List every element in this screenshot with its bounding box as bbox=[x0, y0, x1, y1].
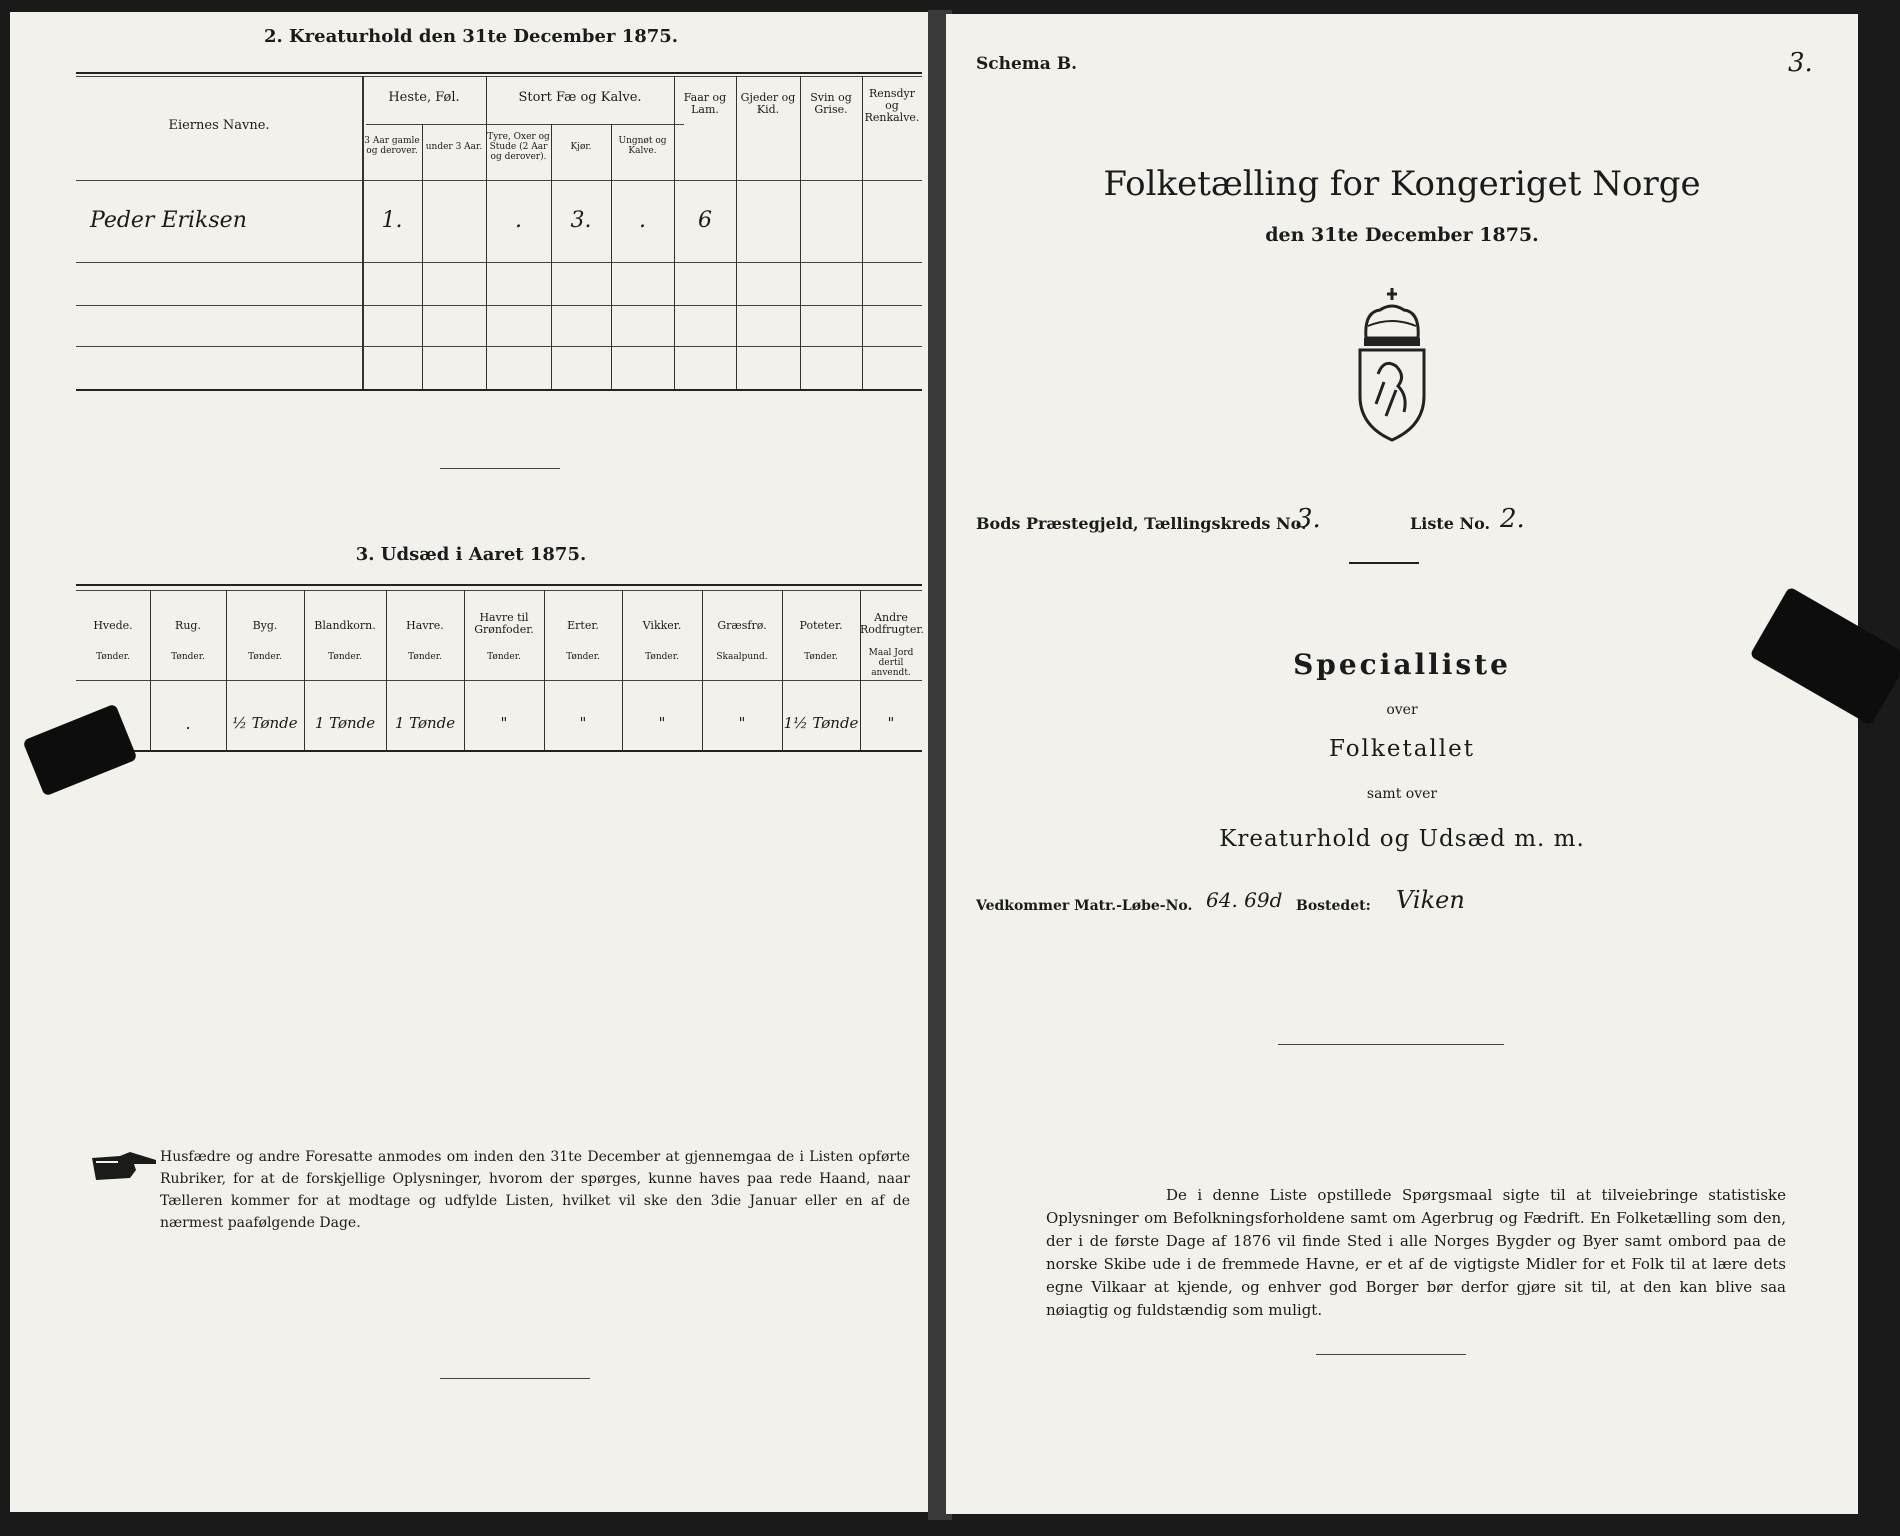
pointing-hand-icon bbox=[90, 1148, 160, 1184]
col-header-cows: Kjør. bbox=[570, 142, 592, 152]
value-horses-3yr: 1. bbox=[381, 208, 403, 233]
value-sheep: 6 bbox=[698, 208, 712, 233]
crop-value-barley: ½ Tønde bbox=[232, 714, 298, 732]
crop-header-wheat: Hvede. bbox=[93, 619, 133, 632]
crop-value-grass-seed: " bbox=[738, 714, 746, 732]
crop-unit-rye: Tønder. bbox=[171, 652, 205, 662]
crop-header-green-fodder-oats: Havre til Grønfoder. bbox=[474, 611, 534, 636]
main-subtitle: den 31te December 1875. bbox=[1265, 224, 1539, 246]
value-young-cattle: . bbox=[639, 208, 646, 233]
crop-unit-root-crops: Maal Jord dertil anvendt. bbox=[868, 648, 914, 678]
col-header-bulls: Tyre, Oxer og Stude (2 Aar og derover). bbox=[487, 132, 550, 162]
over-label: over bbox=[1386, 702, 1418, 718]
crop-unit-green-fodder-oats: Tønder. bbox=[487, 652, 521, 662]
col-header-sheep: Faar og Lam. bbox=[683, 91, 727, 116]
crop-unit-wheat: Tønder. bbox=[96, 652, 130, 662]
crop-value-peas: " bbox=[579, 714, 587, 732]
section3-title: 3. Udsæd i Aaret 1875. bbox=[355, 544, 587, 565]
col-header-young-cattle: Ungnøt og Kalve. bbox=[618, 136, 667, 156]
crop-header-peas: Erter. bbox=[567, 619, 599, 632]
crop-value-oats: 1 Tønde bbox=[394, 714, 456, 732]
col-header-horses-under3: under 3 Aar. bbox=[425, 142, 483, 152]
owner-header: Eiernes Navne. bbox=[168, 118, 270, 133]
main-title: Folketælling for Kongeriget Norge bbox=[1103, 164, 1701, 204]
liste-label: Liste No. bbox=[1410, 514, 1491, 533]
parish-label: Bods Præstegjeld, Tællingskreds No. bbox=[976, 514, 1307, 533]
left-page bbox=[10, 12, 932, 1512]
col-header-goats: Gjeder og Kid. bbox=[740, 91, 796, 116]
crop-value-mixed-grain: 1 Tønde bbox=[314, 714, 376, 732]
explanation-text: De i denne Liste opstillede Spørgsmaal sigte til at tilveiebringe statistiske Oplysninger om Befolkningsforholdene samt om Agerbrug og Fædrift. En Folketælling som den, der i de første Dage af 1876 vil finde Sted i alle Norges Bygder og Byer samt ombord paa de norske Skibe ude i de fremmede Havne, er et af de vigtigste Midler for et Folk til at lære dets egne Vilkaar at kjende, og enhver god Borger bør derfor gjøre sit til, at den kan blive saa nøiagtig og fuldstændig som muligt. bbox=[1046, 1186, 1786, 1319]
crop-header-potatoes: Poteter. bbox=[799, 619, 843, 632]
notice-text: Husfædre og andre Foresatte anmodes om inden den 31te December at gjennemgaa de i Listen opførte Rubriker, for at de forskjellige Oplysninger, hvorom der spørges, kunne haves paa rede Haand, naar Tælleren kommer for at modtage og udfylde Listen, hvilket vil ske den 3die Januar eller en af de nærmest paafølgende Dage. bbox=[160, 1149, 910, 1231]
coat-of-arms-icon bbox=[1350, 286, 1434, 446]
col-header-horses-3yr: 3 Aar gamle og derover. bbox=[364, 136, 420, 156]
value-cows: 3. bbox=[570, 208, 592, 233]
page-number: 3. bbox=[1788, 48, 1813, 78]
crop-value-root-crops: " bbox=[887, 714, 895, 732]
schema-label: Schema B. bbox=[976, 54, 1078, 74]
col-header-pigs: Svin og Grise. bbox=[810, 91, 852, 116]
group-header-cattle: Stort Fæ og Kalve. bbox=[518, 90, 642, 105]
matr-number: 64. 69d bbox=[1206, 888, 1283, 912]
group-header-horses: Heste, Føl. bbox=[388, 90, 460, 105]
crop-value-potatoes: 1½ Tønde bbox=[783, 714, 859, 732]
crop-unit-barley: Tønder. bbox=[248, 652, 282, 662]
matr-label: Vedkommer Matr.-Løbe-No. bbox=[976, 898, 1193, 914]
crop-header-barley: Byg. bbox=[252, 619, 278, 632]
crop-header-mixed-grain: Blandkorn. bbox=[314, 619, 376, 632]
crop-header-vetches: Vikker. bbox=[642, 619, 682, 632]
section2-title: 2. Kreaturhold den 31te December 1875. bbox=[263, 26, 679, 47]
crop-header-rye: Rug. bbox=[175, 619, 201, 632]
owner-name: Peder Eriksen bbox=[90, 208, 247, 233]
crop-value-green-fodder-oats: " bbox=[500, 714, 508, 732]
crop-unit-potatoes: Tønder. bbox=[804, 652, 838, 662]
special-title: Specialliste bbox=[1293, 648, 1511, 681]
crop-header-grass-seed: Græsfrø. bbox=[717, 619, 767, 632]
folketallet-label: Folketallet bbox=[1329, 736, 1475, 762]
kreaturhold-label: Kreaturhold og Udsæd m. m. bbox=[1219, 826, 1585, 852]
liste-number: 2. bbox=[1500, 504, 1525, 534]
col-header-reindeer: Rensdyr og Renkalve. bbox=[864, 87, 920, 124]
samt-over-label: samt over bbox=[1366, 786, 1438, 802]
right-page bbox=[946, 14, 1858, 1514]
crop-unit-peas: Tønder. bbox=[566, 652, 600, 662]
crop-unit-oats: Tønder. bbox=[408, 652, 442, 662]
bosted-value: Viken bbox=[1396, 886, 1465, 914]
crop-header-root-crops: Andre Rodfrugter. bbox=[860, 611, 924, 636]
crop-header-oats: Havre. bbox=[406, 619, 444, 632]
crop-unit-mixed-grain: Tønder. bbox=[328, 652, 362, 662]
crop-unit-grass-seed: Skaalpund. bbox=[716, 652, 768, 662]
value-bulls: . bbox=[515, 208, 522, 233]
bosted-label: Bostedet: bbox=[1296, 898, 1371, 914]
crop-unit-vetches: Tønder. bbox=[645, 652, 679, 662]
kreds-number: 3. bbox=[1296, 504, 1321, 534]
crop-value-vetches: " bbox=[658, 714, 666, 732]
crop-value-rye: . bbox=[185, 714, 191, 733]
